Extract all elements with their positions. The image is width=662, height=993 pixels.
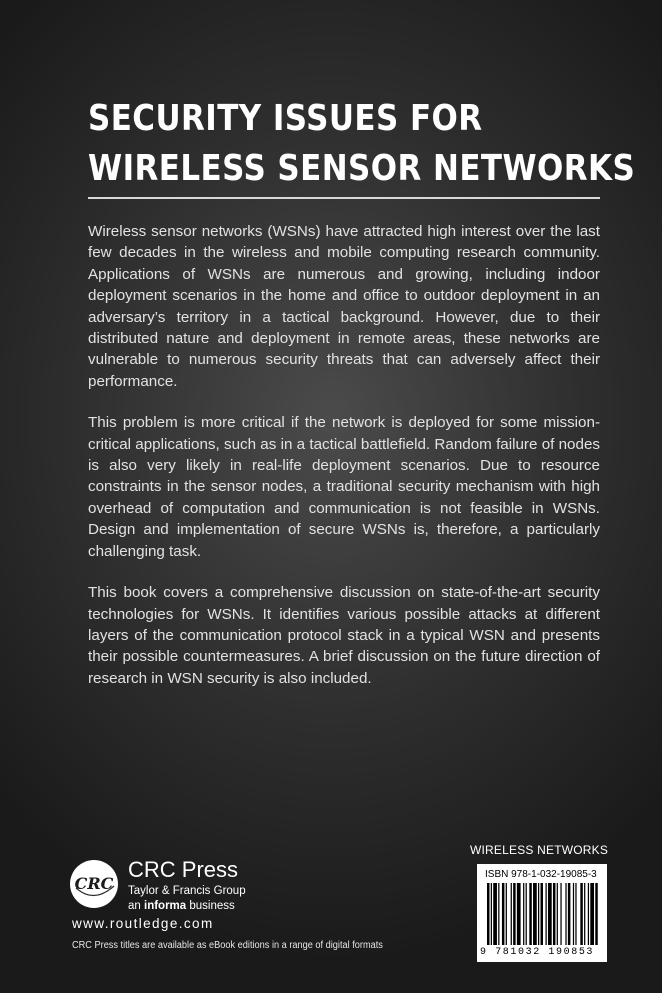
barcode-bars: [487, 883, 599, 945]
business-prefix: an: [128, 900, 141, 912]
business-brand: informa: [144, 900, 187, 912]
blurb-paragraph-2: This problem is more critical if the network is deployed for some mission-critical applications, such as in a tactical battlefield. Random failure of nodes is also very likely in real-life deployment scenarios. Due to resource constraints in the sensor nodes, a traditional security mechanism with high overhead of computation and communication is not feasible in WSNs. Design and implementation of secure WSNs is, therefore, a particularly challenging task.: [88, 414, 600, 560]
publisher-group: Taylor & Francis Group: [128, 885, 246, 897]
book-title-line-1: SECURITY ISSUES FOR: [88, 98, 483, 139]
publisher-business: [128, 899, 235, 913]
isbn-text: ISBN 978-1-032-19085-3: [485, 869, 597, 880]
business-suffix: business: [189, 900, 235, 912]
publisher-website: www.routledge.com: [72, 916, 214, 931]
series-name: WIRELESS NETWORKS: [470, 843, 609, 857]
crc-press-logo-icon: [68, 858, 120, 910]
blurb-paragraph-1: Wireless sensor networks (WSNs) have attracted high interest over the last few decades in the wireless and mobile computing research community. Applications of WSNs are numerous and growing, including indoor deployment scenarios in the home and office to outdoor deployment in an adversary’s territory in a tactical background. However, due to their distributed nature and deployment in remote areas, these networks are vulnerable to numerous security threats that can adversely affect their performance.: [88, 223, 600, 390]
title-divider: [88, 197, 600, 199]
blurb: [88, 221, 600, 709]
blurb-paragraph-3: This book covers a comprehensive discussion on state-of-the-art security technologies for WSNs. It identifies various possible attacks at different layers of the communication protocol stack in a typical WSN and presents their possible countermeasures. A brief discussion on the future direction of research in WSN security is also included.: [88, 584, 600, 687]
isbn-barcode: [477, 864, 607, 962]
book-title-line-2: WIRELESS SENSOR NETWORKS: [88, 148, 636, 189]
barcode-number: 9 781032 190853: [480, 947, 595, 958]
publisher-name: CRC Press: [128, 857, 239, 882]
crc-logo-text: CRC: [74, 874, 114, 893]
ebook-availability-note: CRC Press titles are available as eBook editions in a range of digital formats: [72, 940, 383, 951]
book-title: [88, 94, 636, 194]
